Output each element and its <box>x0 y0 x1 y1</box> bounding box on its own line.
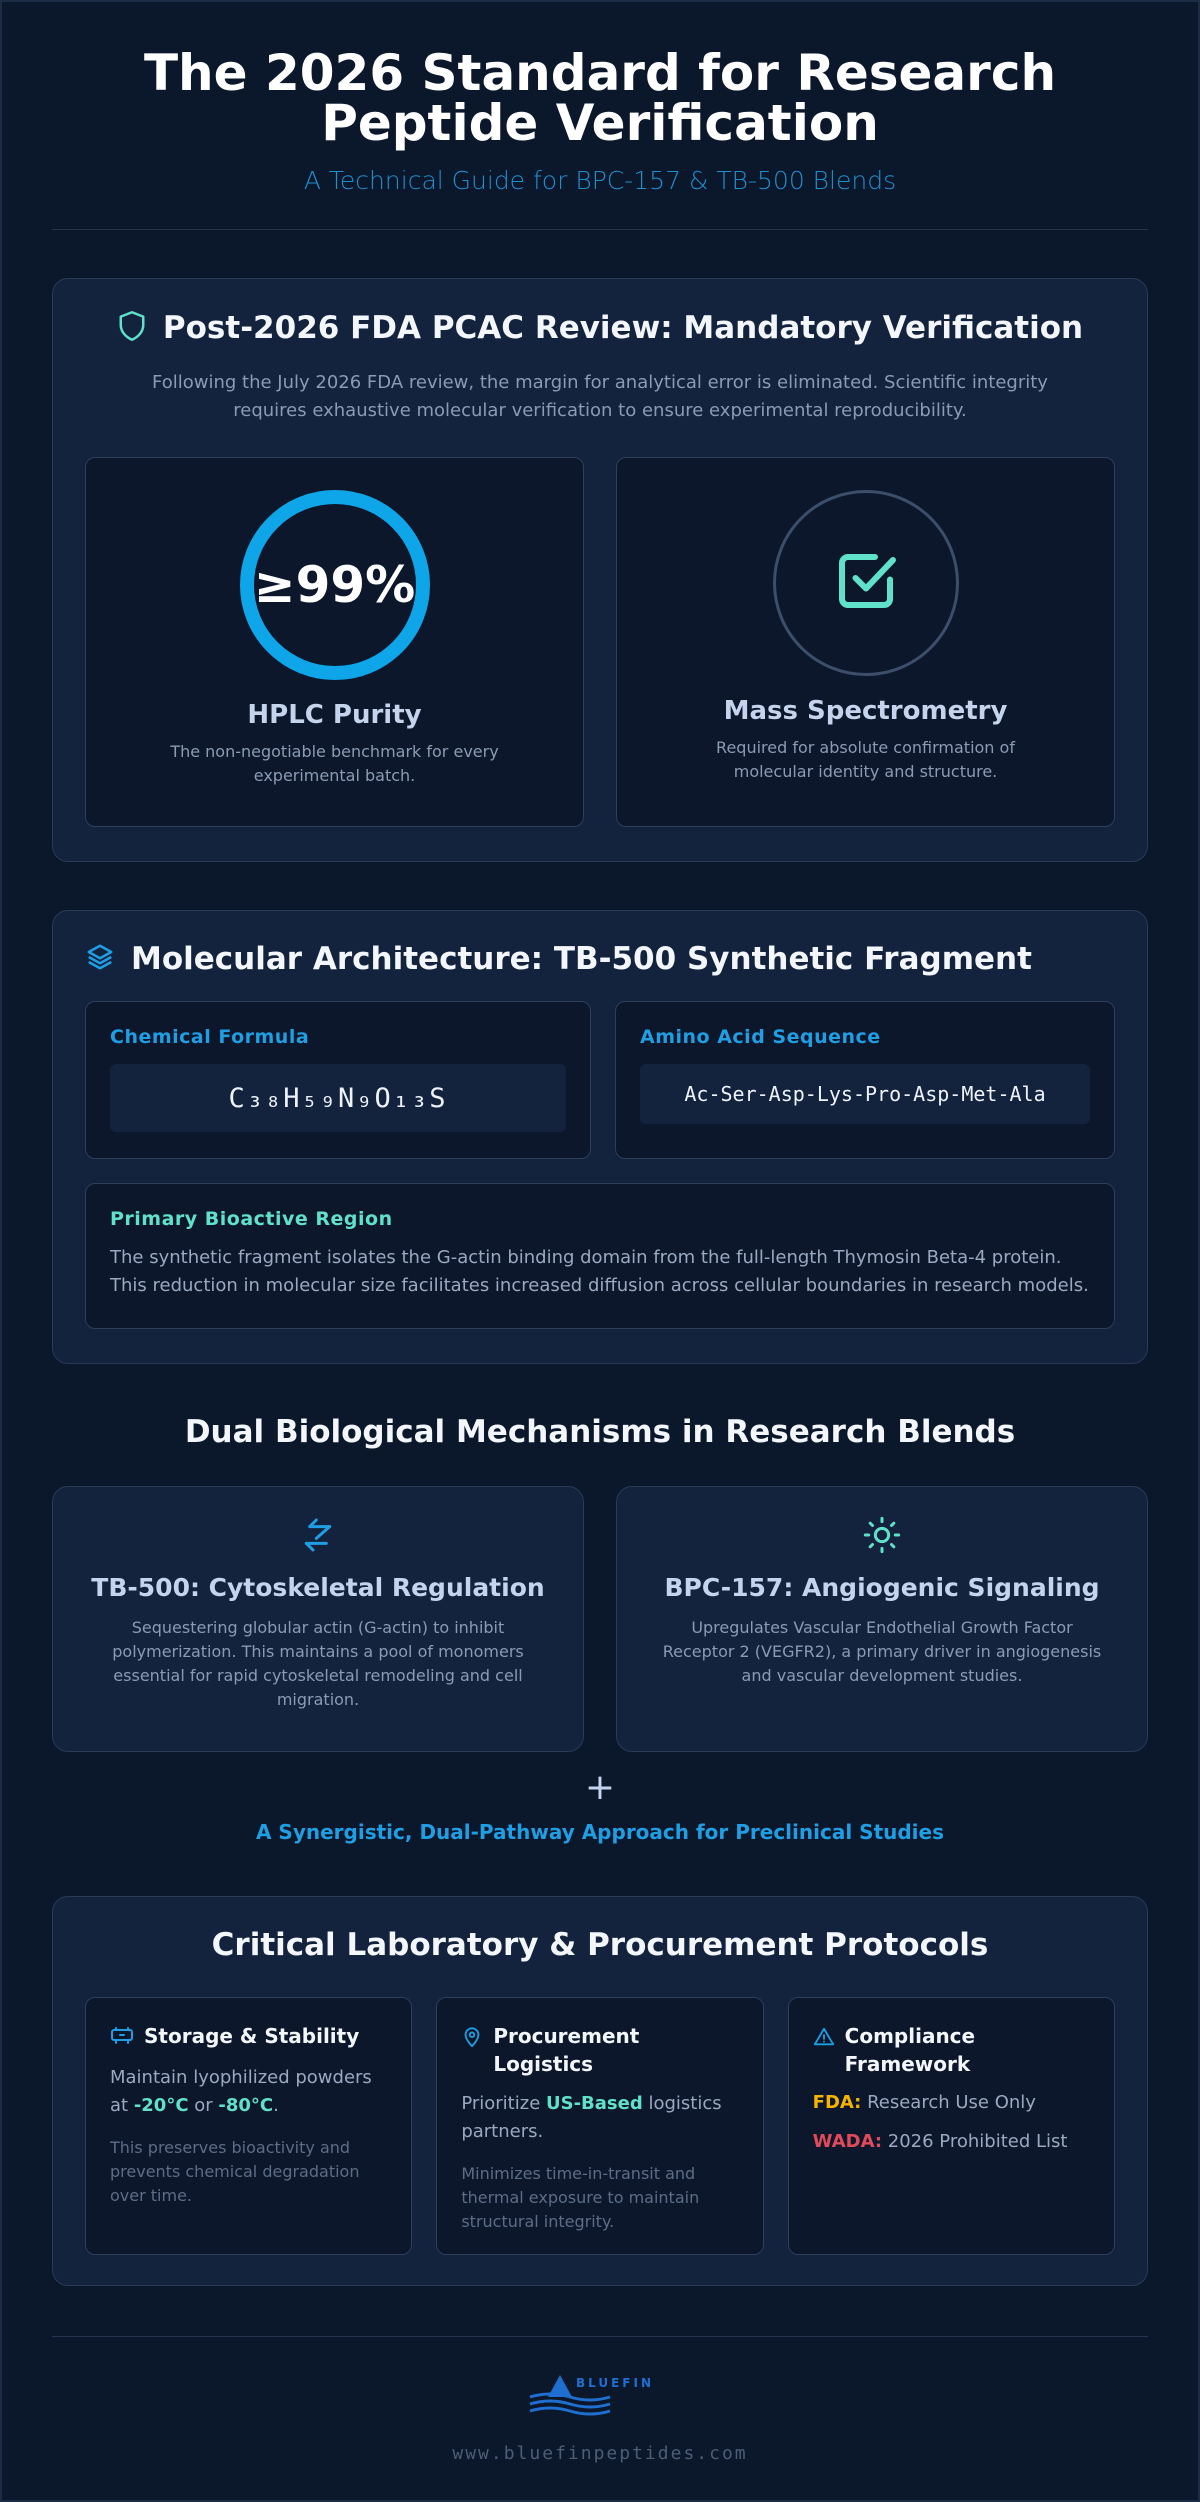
bluefin-logo <box>52 2367 1148 2421</box>
website-url[interactable]: www.bluefinpeptides.com <box>452 2443 748 2464</box>
plus-icon: + <box>584 1767 616 1808</box>
procurement-note: Minimizes time-in-transit and thermal exposure to maintain structural integrity. <box>461 2164 700 2231</box>
freezer-icon <box>110 2022 134 2052</box>
purity-ring <box>240 490 430 680</box>
sequence-card <box>615 1001 1115 1159</box>
region-label: Primary Bioactive Region <box>110 1208 393 1230</box>
fda-line <box>813 2092 1090 2113</box>
storage-temp-1: -20°C <box>133 2095 189 2116</box>
bpc157-card <box>616 1486 1148 1752</box>
mass-spec-ring <box>773 490 959 676</box>
synergy-text: A Synergistic, Dual-Pathway Approach for Preclinical Studies <box>255 1820 945 1844</box>
hplc-card <box>85 457 584 827</box>
tb500-card <box>52 1486 584 1752</box>
metrics-row <box>85 457 1115 827</box>
bpc157-description: Upregulates Vascular Endothelial Growth Factor Receptor 2 (VEGFR2), a primary driver in angiogenesis and vascular development studies. <box>662 1618 1102 1685</box>
map-pin-icon <box>461 2022 483 2053</box>
procurement-text-b: logistics partners. <box>461 2093 722 2142</box>
mechanisms-title: Dual Biological Mechanisms in Research Blends <box>184 1414 1016 1450</box>
storage-note: This preserves bioactivity and prevents chemical degradation over time. <box>110 2138 360 2205</box>
storage-text-b: or <box>188 2095 219 2116</box>
storage-card <box>85 1997 412 2255</box>
page-title: The 2026 Standard for Research Peptide Verification <box>143 44 1057 152</box>
verification-section <box>52 278 1148 862</box>
wada-line <box>813 2131 1090 2152</box>
compliance-card <box>788 1997 1115 2255</box>
tb500-title: TB-500: Cytoskeletal Regulation <box>91 1573 545 1602</box>
purity-value: ≥99% <box>253 556 416 614</box>
shield-icon <box>117 309 147 347</box>
storage-title: Storage & Stability <box>144 2024 360 2048</box>
procurement-text <box>461 2090 738 2146</box>
protocols-row <box>85 1997 1115 2255</box>
procurement-highlight: US-Based <box>545 2093 643 2114</box>
mass-spec-description: Required for absolute confirmation of molecular identity and structure. <box>716 738 1015 781</box>
divider <box>52 229 1148 230</box>
formula-label: Chemical Formula <box>110 1026 310 1048</box>
architecture-header <box>85 941 1115 977</box>
compliance-title: Compliance Framework <box>844 2024 976 2076</box>
storage-text <box>110 2064 387 2120</box>
procurement-text-a: Prioritize <box>461 2093 546 2114</box>
wada-label: WADA: <box>812 2131 883 2152</box>
bpc157-title: BPC-157: Angiogenic Signaling <box>664 1573 1100 1602</box>
verification-lead: Following the July 2026 FDA review, the margin for analytical error is eliminated. Scientific integrity requires exhaustive molecular verification to ensure experimental reproducibility. <box>152 372 1048 421</box>
warning-icon <box>813 2022 835 2052</box>
tb500-description: Sequestering globular actin (G-actin) to inhibit polymerization. This maintains a pool of monomers essential for rapid cytoskeletal remodeling and cell migration. <box>112 1618 524 1709</box>
footer <box>52 2367 1148 2464</box>
mass-spec-card <box>616 457 1115 827</box>
storage-temp-2: -80°C <box>218 2095 274 2116</box>
footer-divider <box>52 2336 1148 2337</box>
sequence-label: Amino Acid Sequence <box>640 1026 881 1048</box>
mechanisms-row <box>52 1486 1148 1752</box>
layers-icon <box>85 942 115 976</box>
sun-icon <box>862 1540 902 1559</box>
hplc-description: The non-negotiable benchmark for every experimental batch. <box>170 742 499 785</box>
compliance-header <box>813 2022 1090 2078</box>
architecture-section <box>52 910 1148 1364</box>
procurement-card <box>436 1997 763 2255</box>
procurement-header <box>461 2022 738 2078</box>
page-subtitle: A Technical Guide for BPC-157 & TB-500 Blends <box>303 166 897 195</box>
sequence-value: Ac-Ser-Asp-Lys-Pro-Asp-Met-Ala <box>640 1064 1090 1124</box>
fda-text: Research Use Only <box>861 2092 1036 2113</box>
verification-title: Post-2026 FDA PCAC Review: Mandatory Verification <box>162 310 1084 346</box>
header <box>52 2 1148 195</box>
formula-value: C₃₈H₅₉N₉O₁₃S <box>110 1064 566 1132</box>
verification-header <box>85 309 1115 347</box>
formula-card <box>85 1001 591 1159</box>
architecture-title: Molecular Architecture: TB-500 Synthetic Fragment <box>131 941 1032 977</box>
logo-text: BLUEFIN <box>576 2376 655 2390</box>
protocols-title: Critical Laboratory & Procurement Protocols <box>211 1927 989 1963</box>
mass-spec-title: Mass Spectrometry <box>723 696 1008 726</box>
protocols-section <box>52 1896 1148 2286</box>
fda-label: FDA: <box>812 2092 862 2113</box>
hplc-title: HPLC Purity <box>247 700 422 730</box>
storage-header <box>110 2022 387 2052</box>
bioactive-region-card <box>85 1183 1115 1329</box>
checkbox-icon <box>830 545 902 621</box>
wada-text: 2026 Prohibited List <box>882 2131 1068 2152</box>
arrows-exchange-icon <box>298 1540 338 1559</box>
procurement-title: Procurement Logistics <box>493 2024 640 2076</box>
formula-row <box>85 1001 1115 1159</box>
storage-text-a: Maintain lyophilized powders at <box>110 2067 372 2116</box>
region-text: The synthetic fragment isolates the G-actin binding domain from the full-length Thymosin Beta-4 protein. This reduction in molecular size facilitates increased diffusion across cellular boundaries in research models. <box>110 1247 1089 1296</box>
storage-text-c: . <box>273 2095 279 2116</box>
